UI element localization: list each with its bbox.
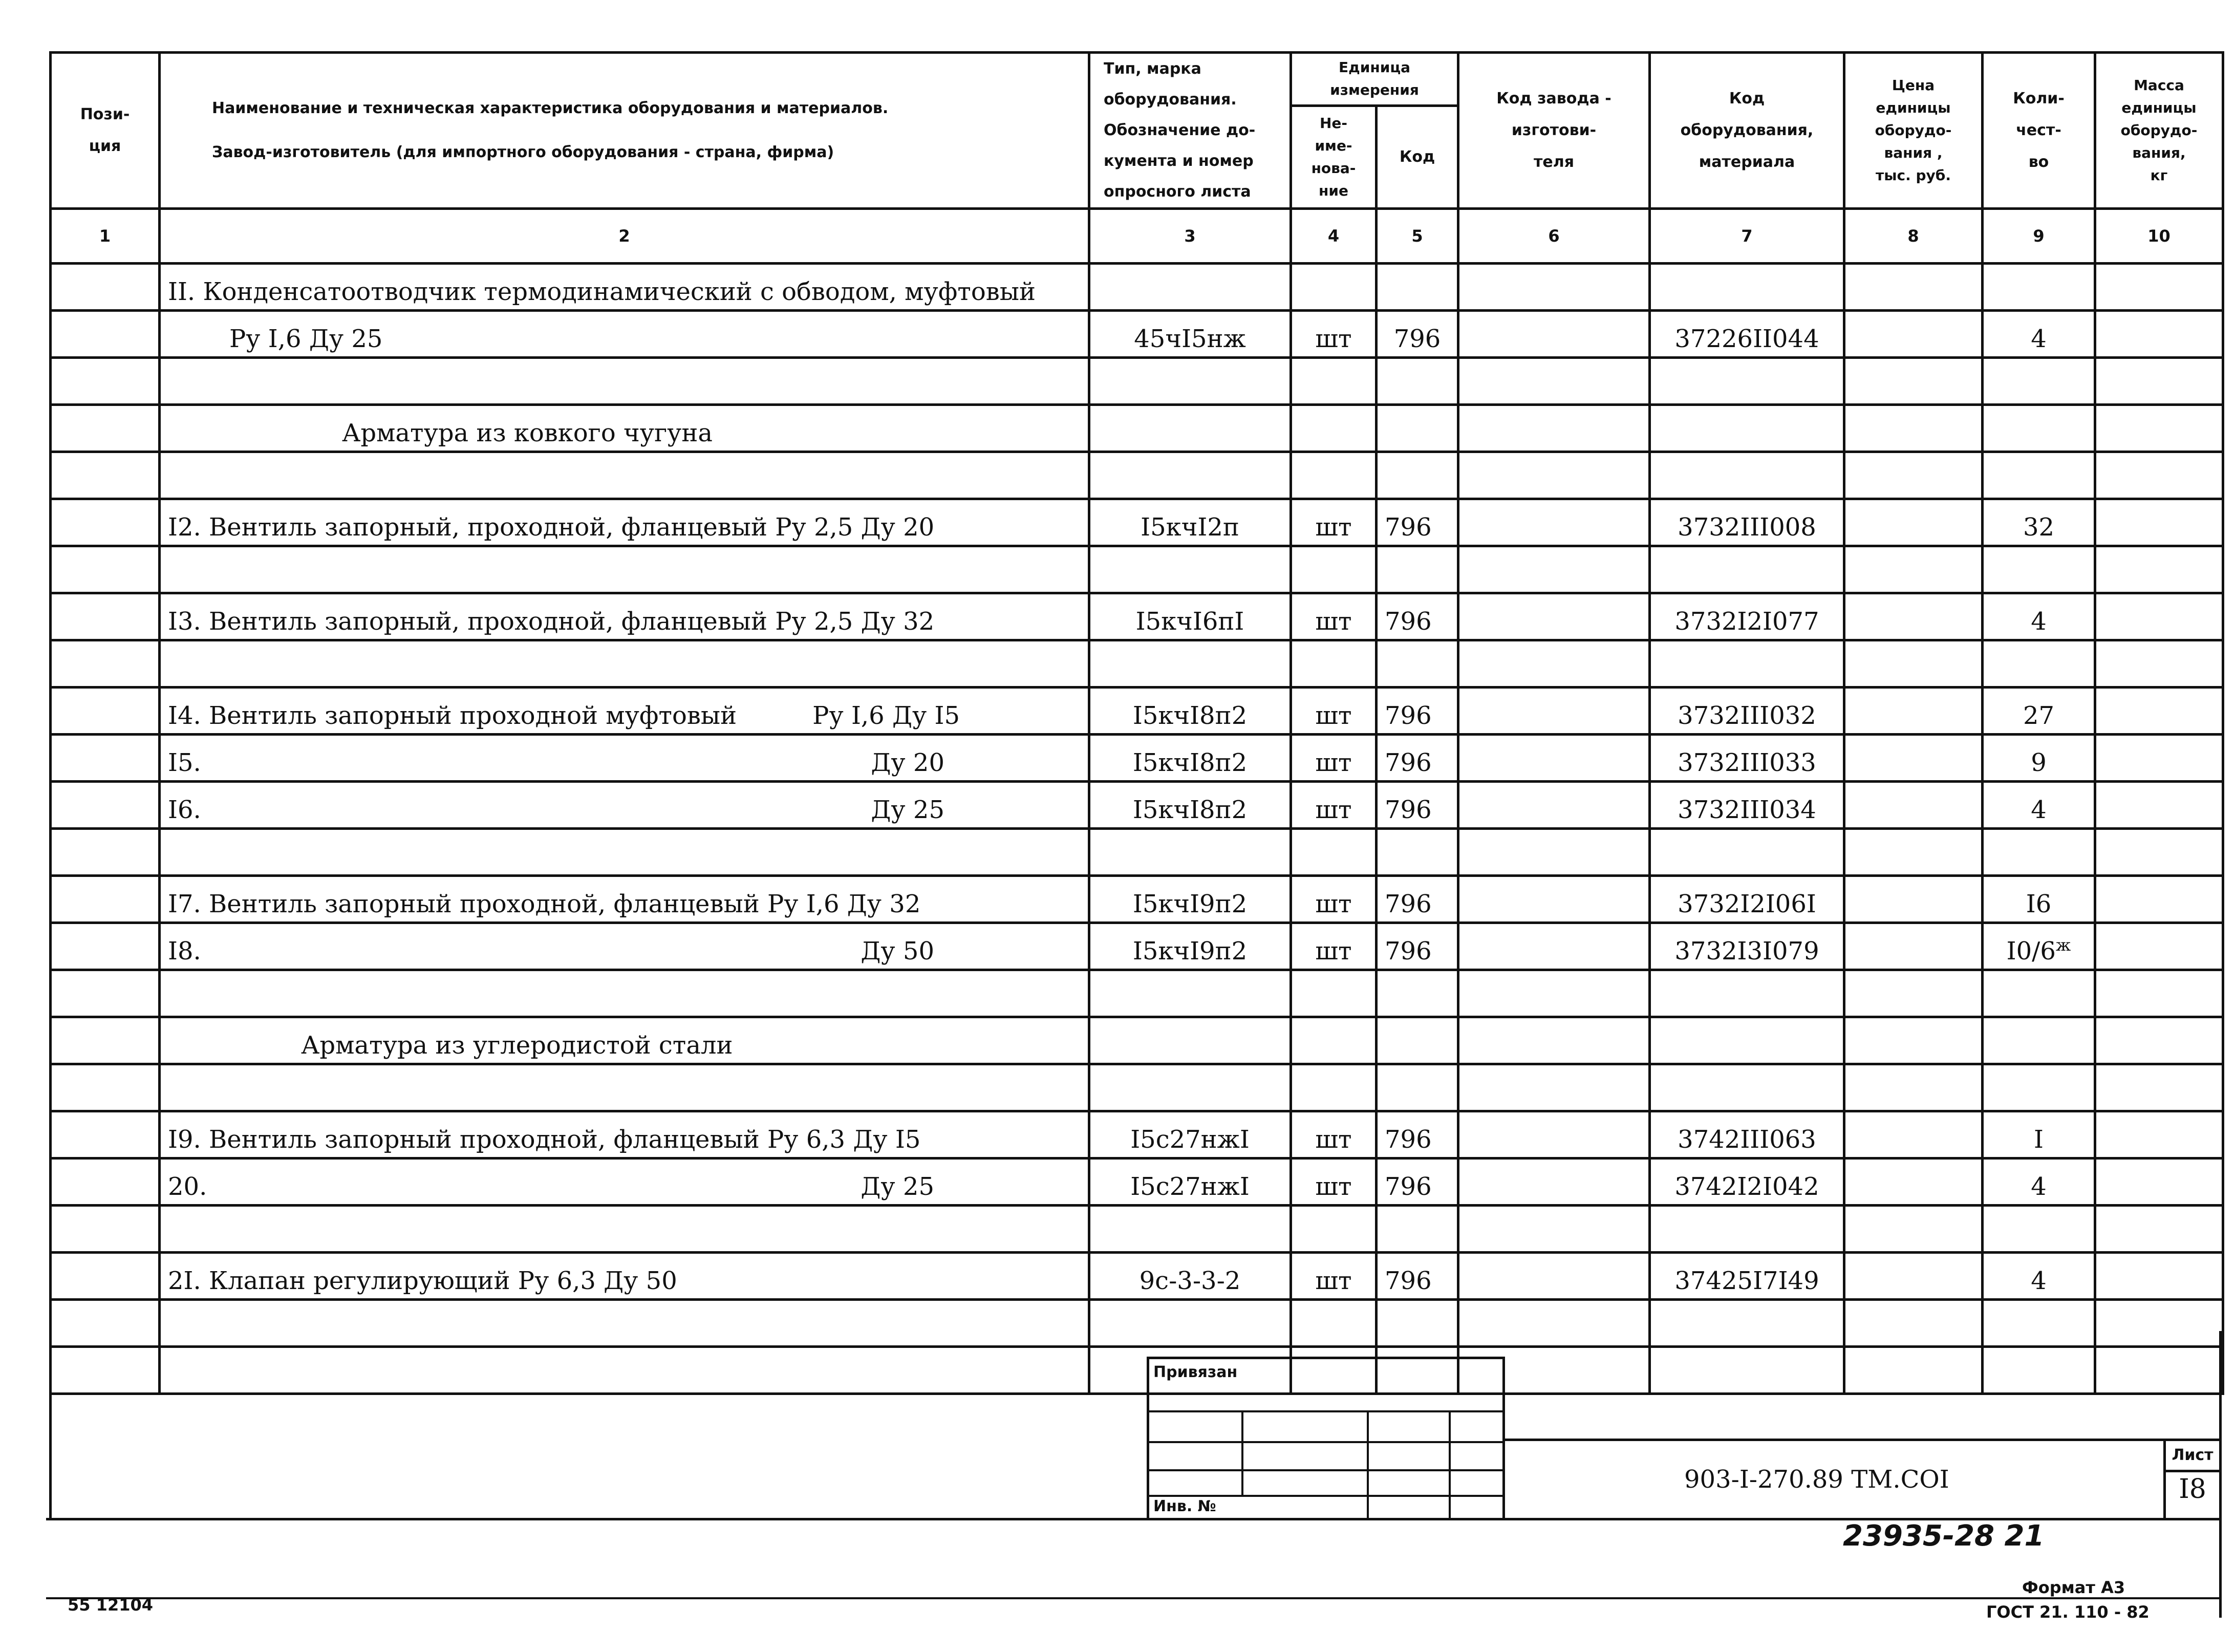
- item-quantity: 4: [1983, 1158, 2095, 1206]
- table-row: [51, 452, 2223, 499]
- header-unit-name: Не- име- нова- ние: [1291, 105, 1377, 208]
- item-number: I6.: [168, 796, 201, 824]
- item-type: I5кчI9п2: [1089, 876, 1291, 923]
- item-equipment-code: 37425I7I49: [1650, 1253, 1844, 1300]
- item-equipment-code: 3732III034: [1650, 782, 1844, 829]
- table-row: [51, 782, 2223, 829]
- table-row: [51, 1158, 2223, 1206]
- table-row: [51, 923, 2223, 970]
- item-equipment-code: 3732I2I077: [1650, 593, 1844, 640]
- colnum-6: 6: [1458, 209, 1650, 264]
- table-row: [51, 499, 2223, 546]
- section-heading: Арматура из ковкого чугуна: [342, 419, 713, 447]
- archive-code: 55 12104: [68, 1595, 153, 1615]
- item-name: I3. Вентиль запорный, проходной, фланцевый Ру 2,5 Ду 32: [160, 593, 1089, 640]
- sheet-number-box: [2163, 1439, 2222, 1520]
- item-equipment-code: 3732I3I079: [1650, 923, 1844, 970]
- item-dn: Ду 25: [871, 796, 944, 824]
- item-equipment-code: 37226II044: [1650, 311, 1844, 358]
- specification-table: [49, 51, 2224, 1395]
- item-unit-code: 796: [1377, 1158, 1458, 1206]
- item-quantity: I0/6: [2006, 937, 2056, 966]
- item-unit: шт: [1291, 499, 1377, 546]
- item-unit-code: 796: [1377, 688, 1458, 735]
- header-unit: Единица измерения: [1291, 53, 1458, 106]
- colnum-4: 4: [1291, 209, 1377, 264]
- section-heading: Арматура из углеродистой стали: [301, 1031, 733, 1060]
- colnum-2: 2: [160, 209, 1089, 264]
- item-unit: шт: [1291, 311, 1377, 358]
- item-quantity: 4: [1983, 311, 2095, 358]
- colnum-8: 8: [1844, 209, 1983, 264]
- stamp-attached-label: Привязан: [1153, 1363, 1238, 1381]
- item-number: I8.: [168, 937, 201, 966]
- item-name: II. Конденсатоотводчик термодинамический с обводом, муфтовый: [160, 264, 1089, 311]
- item-type: I5с27нжI: [1089, 1111, 1291, 1158]
- item-dn: Ру I,6 Ду I5: [812, 701, 960, 730]
- item-type: I5с27нжI: [1089, 1158, 1291, 1206]
- colnum-7: 7: [1650, 209, 1844, 264]
- item-dn: Ду 20: [871, 748, 944, 777]
- table-row: [51, 1064, 2223, 1111]
- table-row: [51, 593, 2223, 640]
- item-unit: шт: [1291, 735, 1377, 782]
- item-quantity: 32: [1983, 499, 2095, 546]
- document-number: 903-I-270.89 ТМ.СОI: [1684, 1465, 1949, 1494]
- stamp-inventory-label: Инв. №: [1153, 1497, 1216, 1515]
- item-number: I5.: [168, 748, 201, 777]
- item-unit: шт: [1291, 1158, 1377, 1206]
- item-dn: Ду 50: [861, 937, 934, 966]
- header-name-line1: Наименование и техническая характеристика оборудования и материалов.: [212, 99, 889, 117]
- item-equipment-code: 3732III008: [1650, 499, 1844, 546]
- item-name: Ру I,6 Ду 25: [229, 325, 383, 353]
- item-type: I5кчI6пI: [1089, 593, 1291, 640]
- footnote-mark: ж: [2055, 935, 2071, 955]
- header-equipment-code: Код оборудования, материала: [1650, 53, 1844, 209]
- gost-label: ГОСТ 21. 110 - 82: [1986, 1602, 2150, 1622]
- header-name: [160, 53, 1089, 209]
- colnum-1: 1: [51, 209, 160, 264]
- item-quantity: I6: [1983, 876, 2095, 923]
- item-type: I5кчI8п2: [1089, 735, 1291, 782]
- colnum-3: 3: [1089, 209, 1291, 264]
- item-quantity: 9: [1983, 735, 2095, 782]
- handwritten-number: 23935-28 21: [1843, 1519, 2045, 1553]
- header-unit-code: Код: [1377, 105, 1458, 208]
- item-type: I5кчI8п2: [1089, 782, 1291, 829]
- colnum-10: 10: [2095, 209, 2223, 264]
- item-equipment-code: 3732III033: [1650, 735, 1844, 782]
- frame-left-line: [49, 1331, 52, 1520]
- table-row: [51, 735, 2223, 782]
- item-unit-code: 796: [1377, 1111, 1458, 1158]
- item-name: I7. Вентиль запорный проходной, фланцевый Ру I,6 Ду 32: [160, 876, 1089, 923]
- item-name: I2. Вентиль запорный, проходной, фланцевый Ру 2,5 Ду 20: [160, 499, 1089, 546]
- header-factory-code: Код завода - изготови- теля: [1458, 53, 1650, 209]
- column-numbers-row: [51, 209, 2223, 264]
- item-quantity: 4: [1983, 1253, 2095, 1300]
- item-unit-code: 796: [1377, 782, 1458, 829]
- table-row: [51, 688, 2223, 735]
- item-quantity: I: [1983, 1111, 2095, 1158]
- table-row: [51, 1253, 2223, 1300]
- table-row: [51, 358, 2223, 405]
- item-unit: шт: [1291, 593, 1377, 640]
- table-row: [51, 1017, 2223, 1064]
- item-type: 45чI5нж: [1089, 311, 1291, 358]
- table-row: [51, 1347, 2223, 1394]
- item-quantity: 27: [1983, 688, 2095, 735]
- item-name: 2I. Клапан регулирующий Ру 6,3 Ду 50: [160, 1253, 1089, 1300]
- item-unit: шт: [1291, 1253, 1377, 1300]
- item-equipment-code: 3742III063: [1650, 1111, 1844, 1158]
- item-unit-code: 796: [1377, 923, 1458, 970]
- header-quantity: Коли- чест- во: [1983, 53, 2095, 209]
- sheet-number: I8: [2179, 1474, 2206, 1505]
- table-row: [51, 876, 2223, 923]
- frame-title-line: [1505, 1439, 2222, 1441]
- item-number: 20.: [168, 1172, 207, 1201]
- item-name: I9. Вентиль запорный проходной, фланцевый Ру 6,3 Ду I5: [160, 1111, 1089, 1158]
- colnum-5: 5: [1377, 209, 1458, 264]
- table-row: [51, 1206, 2223, 1253]
- table-row: [51, 970, 2223, 1017]
- item-unit: шт: [1291, 688, 1377, 735]
- format-label: Формат А3: [2022, 1578, 2125, 1597]
- attachment-stamp: [1147, 1357, 1505, 1520]
- table-row: [51, 405, 2223, 452]
- frame-lower-line: [46, 1597, 2222, 1599]
- item-unit-code: 796: [1377, 593, 1458, 640]
- table-row: [51, 1300, 2223, 1347]
- sheet-label: Лист: [2166, 1441, 2219, 1472]
- item-unit: шт: [1291, 923, 1377, 970]
- table-row: [51, 311, 2223, 358]
- table-row: [51, 829, 2223, 876]
- item-quantity: 4: [1983, 782, 2095, 829]
- header-name-line2: Завод-изготовитель (для импортного оборудования - страна, фирма): [212, 143, 834, 161]
- item-unit-code: 796: [1377, 1253, 1458, 1300]
- item-quantity: 4: [1983, 593, 2095, 640]
- colnum-9: 9: [1983, 209, 2095, 264]
- header-type: Тип, марка оборудования. Обозначение до- кумента и номер опросного листа: [1089, 53, 1291, 209]
- item-type: I5кчI9п2: [1089, 923, 1291, 970]
- item-unit-code: 796: [1377, 876, 1458, 923]
- table-row: [51, 640, 2223, 688]
- table-row: [51, 1111, 2223, 1158]
- item-name: I4. Вентиль запорный проходной муфтовый: [168, 701, 737, 730]
- item-dn: Ду 25: [861, 1172, 934, 1201]
- item-unit: шт: [1291, 1111, 1377, 1158]
- item-equipment-code: 3742I2I042: [1650, 1158, 1844, 1206]
- item-unit: шт: [1291, 782, 1377, 829]
- item-type: I5кчI2п: [1089, 499, 1291, 546]
- table-row: [51, 264, 2223, 311]
- item-equipment-code: 3732I2I06I: [1650, 876, 1844, 923]
- item-equipment-code: 3732III032: [1650, 688, 1844, 735]
- item-unit: шт: [1291, 876, 1377, 923]
- header-position: Пози- ция: [51, 53, 160, 209]
- item-type: 9с-3-3-2: [1089, 1253, 1291, 1300]
- item-unit-code: 796: [1377, 311, 1458, 358]
- header-price: Цена единицы оборудо- вания , тыс. руб.: [1844, 53, 1983, 209]
- header-mass: Масса единицы оборудо- вания, кг: [2095, 53, 2223, 209]
- item-unit-code: 796: [1377, 499, 1458, 546]
- table-row: [51, 546, 2223, 593]
- item-type: I5кчI8п2: [1089, 688, 1291, 735]
- item-unit-code: 796: [1377, 735, 1458, 782]
